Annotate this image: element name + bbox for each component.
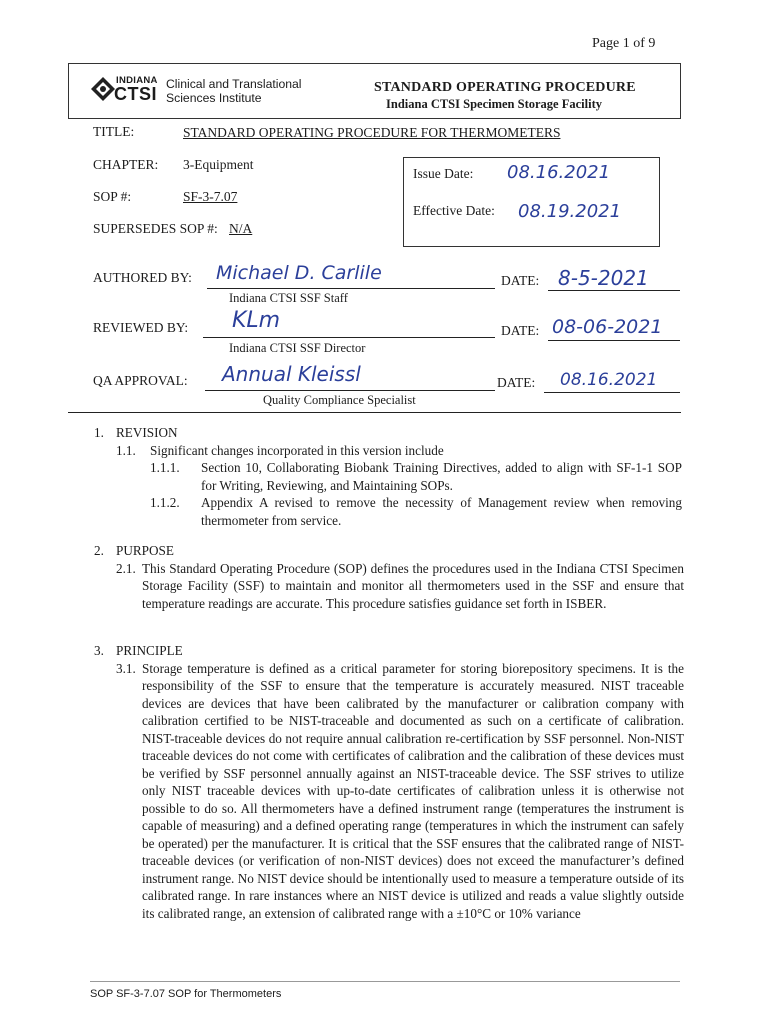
- item-number: 1.1.1.: [150, 460, 180, 475]
- section-number: 3.: [94, 643, 104, 658]
- logo-indiana-text: INDIANA: [116, 75, 158, 86]
- institute-line-1: Clinical and Translational: [166, 77, 302, 91]
- qa-date-line: [544, 392, 680, 393]
- supersedes-value: N/A: [229, 221, 253, 236]
- section-heading: [94, 542, 684, 560]
- section-number: 2.: [94, 543, 104, 558]
- reviewed-date-label: DATE:: [501, 323, 540, 338]
- issue-date-label: Issue Date:: [413, 166, 474, 181]
- reviewed-by-label: REVIEWED BY:: [93, 320, 189, 335]
- reviewed-signature: KLm: [232, 308, 281, 333]
- qa-approval-label: QA APPROVAL:: [93, 373, 188, 388]
- ctsi-logo-icon: [90, 76, 116, 102]
- section-title: REVISION: [116, 425, 178, 440]
- chapter-value: 3-Equipment: [183, 157, 254, 172]
- section-title: PRINCIPLE: [116, 643, 183, 658]
- reviewed-date: 08-06-2021: [552, 316, 663, 338]
- subsection: [116, 442, 684, 460]
- reviewed-date-line: [548, 340, 680, 341]
- effective-date-value: 08.19.2021: [518, 201, 622, 222]
- sop-number-value: SF-3-7.07: [183, 189, 238, 204]
- authored-signature-line: [207, 288, 495, 289]
- section-principle: [94, 642, 684, 922]
- effective-date-label: Effective Date:: [413, 203, 495, 218]
- subsection-number: 2.1.: [116, 560, 136, 576]
- section-purpose: [94, 542, 684, 612]
- ctsi-logo: [84, 75, 344, 111]
- document-type: STANDARD OPERATING PROCEDURE: [374, 80, 636, 95]
- reviewed-signature-line: [203, 337, 495, 338]
- authored-by-label: AUTHORED BY:: [93, 270, 192, 285]
- list-item: [150, 494, 682, 529]
- supersedes-label: SUPERSEDES SOP #:: [93, 221, 218, 236]
- qa-signature-line: [205, 390, 495, 391]
- title-value: STANDARD OPERATING PROCEDURE FOR THERMOMETERS: [183, 125, 561, 140]
- subsection-text: Significant changes incorporated in this version include: [150, 442, 444, 458]
- subsection-number: 1.1.: [116, 442, 136, 458]
- authored-role: Indiana CTSI SSF Staff: [229, 291, 348, 305]
- subsection: [116, 560, 684, 613]
- subsection: [116, 660, 684, 923]
- qa-date: 08.16.2021: [560, 370, 658, 390]
- section-heading: [94, 642, 684, 660]
- chapter-label: CHAPTER:: [93, 157, 159, 172]
- section-title: PURPOSE: [116, 543, 174, 558]
- section-heading: [94, 424, 684, 442]
- footer-rule: [90, 981, 680, 982]
- title-label: TITLE:: [93, 124, 135, 139]
- page-number: Page 1 of 9: [592, 36, 656, 51]
- institute-line-2: Sciences Institute: [166, 91, 262, 105]
- subsection-text: Storage temperature is defined as a critical parameter for storing biorepository specimens. It is the responsibility of the SSF to ensure that the temperature is accurately measured. NIST traceable devices are devices that have been calibrated by the manufacturer or calibration company with calibration certified to be NIST-traceable and documented as such on a certificate of calibration. NIST-traceable devices do not require annual calibration re-certification by SSF personnel. Non-NIST traceable devices do not come with certificates of calibration and the calibration of these devices must be verified by SSF personnel annually against an NIST-traceable device. The SSF strives to utilize only NIST traceable devices with up-to-date certificates of calibration unless it is otherwise not possible to do so. All thermometers have a defined instrument range (temperatures the instrument is capable of measuring) and a defined operating range (temperatures in which the instrument can safely be operated) per the manufacturer. It is critical that the SSF ensures that the calibrated range of NIST-traceable devices (or verification of non-NIST devices) does not exceed the manufacturer’s defined instrument range. No NIST device should be intentionally used to measure a temperature outside of its calibrated range. In rare instances where an NIST device is utilized and reads a value slightly outside its calibrated range, an extension of calibrated range with a ±10°C or 10% variance: [142, 660, 684, 921]
- authored-date-line: [548, 290, 680, 291]
- item-text: Section 10, Collaborating Biobank Training Directives, added to align with SF-1-1 SOP for Writing, Reviewing, and Maintaining SOPs.: [201, 460, 682, 493]
- qa-role: Quality Compliance Specialist: [263, 393, 416, 407]
- sop-number-label: SOP #:: [93, 189, 132, 204]
- item-text: Appendix A revised to remove the necessity of Management review when removing thermometer from service.: [201, 495, 682, 528]
- section-revision: [94, 424, 684, 529]
- footer-text: SOP SF-3-7.07 SOP for Thermometers: [90, 988, 282, 1000]
- institute-name: [166, 77, 302, 105]
- section-divider: [68, 412, 681, 413]
- list-item: [150, 459, 682, 494]
- subsection-text: This Standard Operating Procedure (SOP) defines the procedures used in the Indiana CTSI Specimen Storage Facility (SSF) to maintain and monitor all thermometers used in the SSF and ensure that temperature readings are accurate. This procedure satisfies guidance set forth in ISBER.: [142, 560, 684, 611]
- authored-date-label: DATE:: [501, 273, 540, 288]
- logo-ctsi-text: CTSI: [114, 84, 158, 104]
- authored-signature: Michael D. Carlile: [216, 262, 382, 284]
- issue-date-value: 08.16.2021: [507, 162, 611, 183]
- authored-date: 8-5-2021: [558, 266, 649, 290]
- item-number: 1.1.2.: [150, 495, 180, 510]
- qa-signature: Annual Kleissl: [222, 362, 361, 386]
- section-number: 1.: [94, 425, 104, 440]
- qa-date-label: DATE:: [497, 375, 536, 390]
- facility-name: Indiana CTSI Specimen Storage Facility: [386, 97, 602, 111]
- reviewed-role: Indiana CTSI SSF Director: [229, 341, 366, 355]
- subsection-number: 3.1.: [116, 660, 136, 676]
